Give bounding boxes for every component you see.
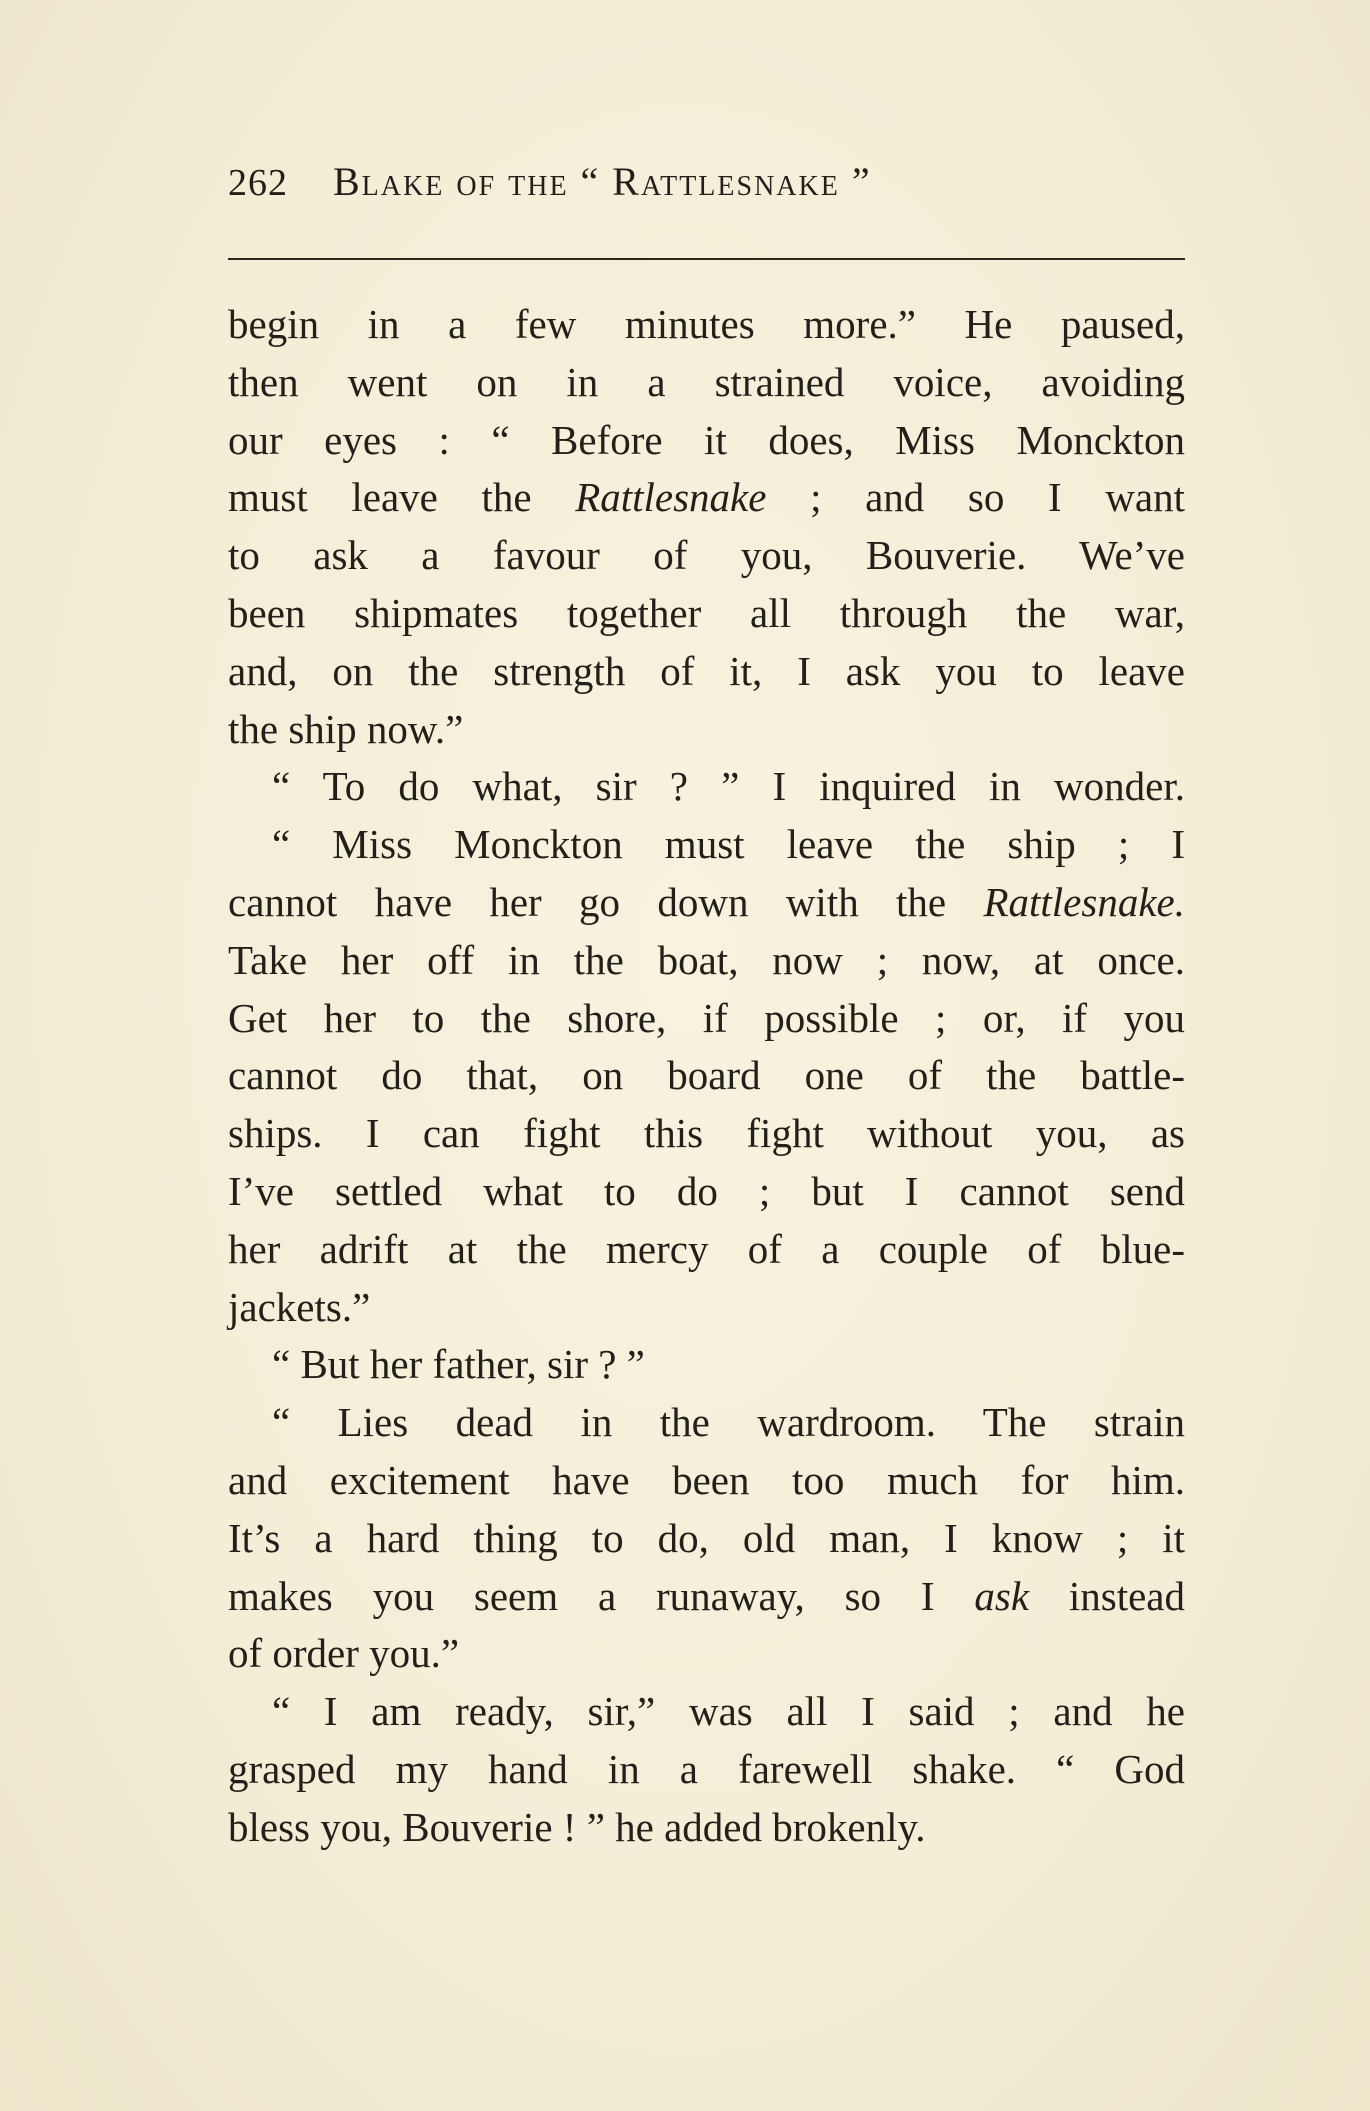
text-line: Get her to the shore, if possible ; or, if you (228, 994, 1185, 1041)
text-segment: instead (1029, 1572, 1185, 1619)
text-line: It’s a hard thing to do, old man, I know ; it (228, 1514, 1185, 1561)
running-head: Blake of the “ Rattlesnake ” (333, 159, 872, 204)
emphasis-italic: ask (974, 1572, 1030, 1619)
text-line: her adrift at the mercy of a couple of blue- (228, 1225, 1185, 1272)
text-segment: cannot have her go down with the (228, 878, 984, 925)
text-line: “ To do what, sir ? ” I inquired in wonder. (272, 763, 1185, 810)
page-number: 262 (228, 162, 288, 204)
text-line: jackets.” (228, 1283, 371, 1330)
text-line: I’ve settled what to do ; but I cannot send (228, 1167, 1185, 1214)
text-segment: must leave the (228, 474, 576, 521)
text-line: “ But her father, sir ? ” (272, 1341, 645, 1388)
text-line: cannot do that, on board one of the battle- (228, 1052, 1185, 1099)
text-line: grasped my hand in a farewell shake. “ God (228, 1745, 1185, 1792)
text-line (228, 874, 1185, 932)
text-line: “ I am ready, sir,” was all I said ; and he (272, 1688, 1185, 1735)
text-line: bless you, Bouverie ! ” he added brokenly. (228, 1803, 926, 1850)
body-text (228, 296, 1185, 1857)
text-line: “ Lies dead in the wardroom. The strain (272, 1399, 1185, 1446)
text-line: our eyes : “ Before it does, Miss Monckton (228, 416, 1185, 463)
text-segment: ; and so I want (766, 474, 1185, 521)
text-line: then went on in a strained voice, avoiding (228, 358, 1185, 405)
text-segment: makes you seem a runaway, so I (228, 1572, 975, 1619)
text-line: the ship now.” (228, 705, 464, 752)
page-header (228, 158, 1188, 218)
header-rule (228, 258, 1185, 260)
text-line: of order you.” (228, 1630, 460, 1677)
text-line (228, 469, 1185, 527)
text-line: Take her off in the boat, now ; now, at once. (228, 936, 1185, 983)
text-line: ships. I can fight this fight without you, as (228, 1110, 1185, 1157)
text-line (228, 1568, 1185, 1626)
text-line: begin in a few minutes more.” He paused, (228, 301, 1185, 347)
text-line: to ask a favour of you, Bouverie. We’ve (228, 532, 1185, 579)
text-line: “ Miss Monckton must leave the ship ; I (272, 821, 1185, 868)
ship-name-italic: Rattlesnake (575, 474, 767, 521)
text-line: and, on the strength of it, I ask you to leave (228, 647, 1185, 694)
text-line: been shipmates together all through the war, (228, 589, 1185, 636)
ship-name-italic: Rattlesnake. (983, 878, 1185, 925)
text-line: and excitement have been too much for him. (228, 1456, 1185, 1503)
